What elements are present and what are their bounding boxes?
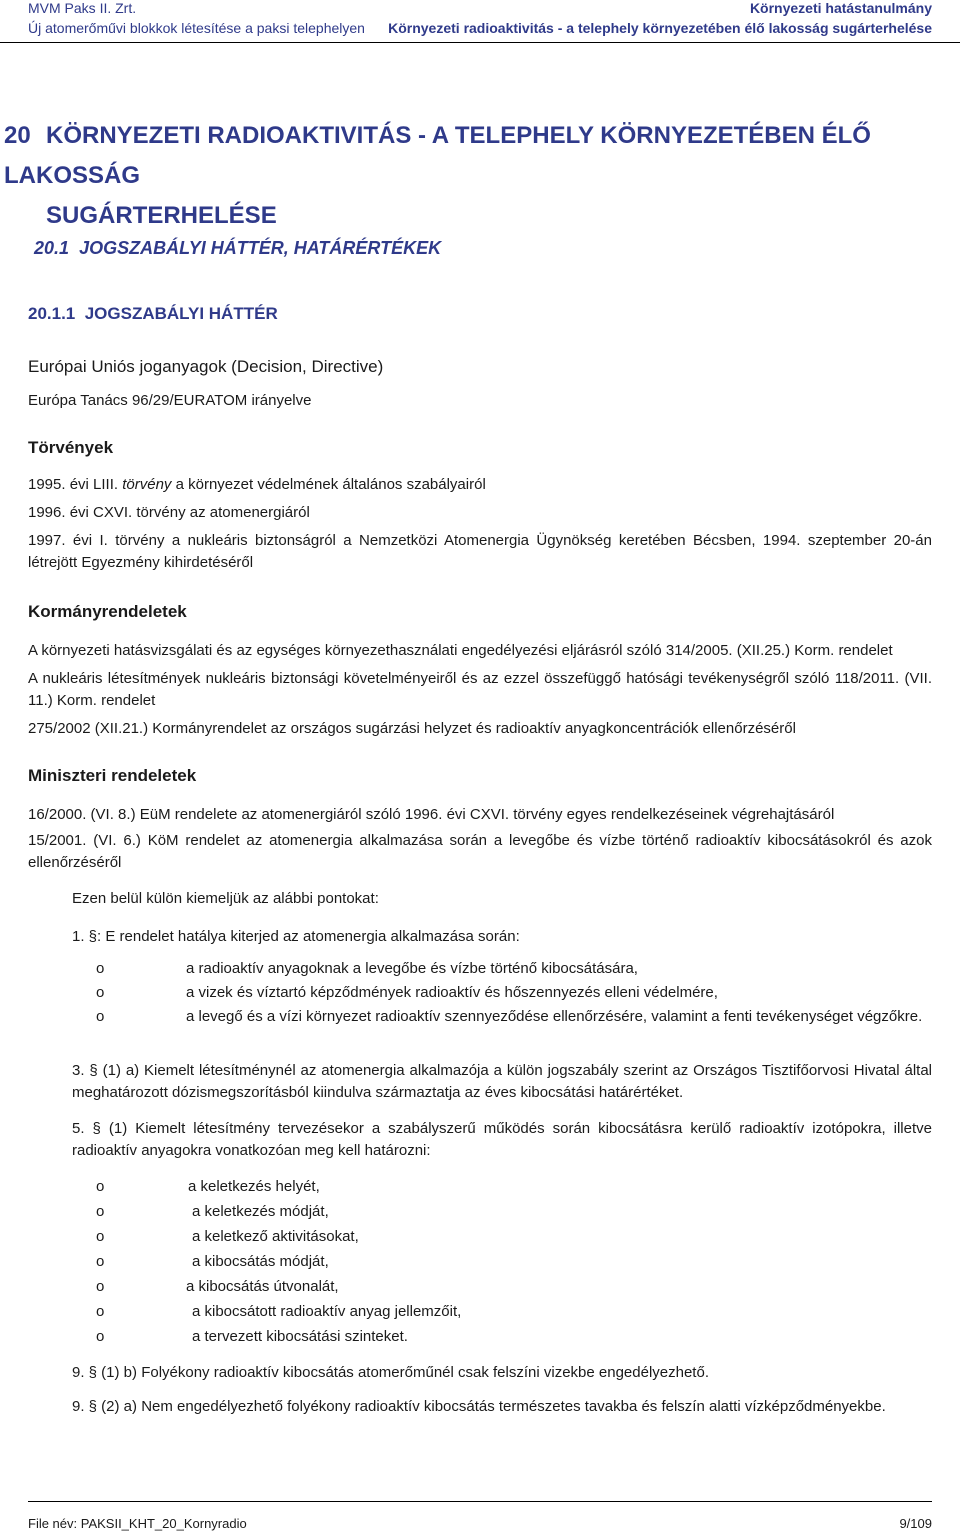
header-doc-type: Környezeti hatástanulmány	[749, 0, 932, 16]
header-project: Új atomerőművi blokkok létesítése a paksi telephelyen	[28, 20, 365, 36]
paragraph-1: 1. §: E rendelet hatálya kiterjed az atomenergia alkalmazása során:	[72, 928, 520, 945]
gov-decrees-title: Kormányrendeletek	[28, 602, 187, 621]
law-1995-title: a környezet védelmének általános szabályairól	[171, 476, 486, 493]
subsection-title: JOGSZABÁLYI HÁTTÉR	[84, 304, 278, 323]
page-header	[0, 0, 960, 43]
gov-decree-3: 275/2002 (XII.21.) Kormányrendelet az országos sugárzási helyzet és radioaktív anyagkoncentrációk ellenőrzéséről	[28, 720, 796, 737]
section-heading	[34, 238, 441, 259]
list-item: a levegő és a vízi környezet radioaktív szennyeződése ellenőrzésére, valamint a fenti tevékenységet végzőkre.	[186, 1008, 923, 1025]
subsection-number: 20.1.1	[28, 304, 76, 323]
paragraph-9-1b: 9. § (1) b) Folyékony radioaktív kibocsátás atomerőműnél csak felszíni vizekbe engedélyezhető.	[72, 1364, 709, 1381]
footer-filename: File név: PAKSII_KHT_20_Kornyradio	[28, 1516, 247, 1531]
list-item: a kibocsátott radioaktív anyag jellemzőit,	[192, 1303, 462, 1320]
list-bullet: o	[96, 960, 105, 977]
law-1995-word: törvény	[122, 476, 172, 493]
section-title: JOGSZABÁLYI HÁTTÉR, HATÁRÉRTÉKEK	[79, 238, 442, 258]
header-chapter: Környezeti radioaktivitás - a telephely környezetében élő lakosság sugárterhelése	[388, 20, 932, 36]
min-decree-2: 15/2001. (VI. 6.) KöM rendelet az atomenergia alkalmazása során a levegőbe és vízbe történő radioaktív kibocsátásokról és azok ellenőrzéséről	[28, 832, 932, 871]
list-bullet: o	[96, 1178, 105, 1195]
chapter-title-line1: KÖRNYEZETI RADIOAKTIVITÁS - A TELEPHELY KÖRNYEZETÉBEN ÉLŐ LAKOSSÁG	[4, 122, 871, 189]
chapter-title-line2: SUGÁRTERHELÉSE	[46, 202, 277, 229]
section-number: 20.1	[34, 238, 70, 258]
laws-title: Törvények	[28, 438, 114, 457]
highlight-intro: Ezen belül külön kiemeljük az alábbi pontokat:	[72, 890, 379, 907]
gov-decree-1: A környezeti hatásvizsgálati és az egységes környezethasználati engedélyezési eljárásról szóló 314/2005. (XII.25.) Korm. rendelet	[28, 642, 893, 659]
list-bullet: o	[96, 984, 105, 1001]
list-bullet: o	[96, 1278, 105, 1295]
list-bullet: o	[96, 1328, 105, 1345]
eu-law-item: Európa Tanács 96/29/EURATOM irányelve	[28, 392, 312, 409]
list-bullet: o	[96, 1228, 105, 1245]
page-footer	[28, 1501, 932, 1536]
list-item: a tervezett kibocsátási szinteket.	[192, 1328, 408, 1345]
list-bullet: o	[96, 1008, 105, 1025]
law-1995	[28, 474, 486, 496]
list-item: a radioaktív anyagoknak a levegőbe és vízbe történő kibocsátására,	[186, 960, 638, 977]
law-1997: 1997. évi I. törvény a nukleáris biztonságról a Nemzetközi Atomenergia Ügynökség keretében Bécsben, 1994. szeptember 20-án létrejött Egyezmény kihirdetéséről	[28, 532, 932, 571]
list-bullet: o	[96, 1253, 105, 1270]
list-item: a kibocsátás útvonalát,	[186, 1278, 339, 1295]
paragraph-9-2a: 9. § (2) a) Nem engedélyezhető folyékony radioaktív kibocsátás természetes tavakba és felszín alatti vízképződményekbe.	[72, 1398, 886, 1415]
paragraph-5: 5. § (1) Kiemelt létesítmény tervezésekor a szabályszerű működés során kibocsátásra kerülő radioaktív izotópokra, illetve radioaktív anyagokra vonatkozóan meg kell határozni:	[72, 1120, 932, 1159]
list-item: a vizek és víztartó képződmények radioaktív és hőszennyezés elleni védelmére,	[186, 984, 718, 1001]
law-1996: 1996. évi CXVI. törvény az atomenergiáról	[28, 504, 310, 521]
list-item: a kibocsátás módját,	[192, 1253, 329, 1270]
list-item: a keletkező aktivitásokat,	[192, 1228, 359, 1245]
min-decree-1: 16/2000. (VI. 8.) EüM rendelete az atomenergiáról szóló 1996. évi CXVI. törvény egyes rendelkezéseinek végrehajtásáról	[28, 806, 835, 823]
eu-law-title: Európai Uniós joganyagok (Decision, Directive)	[28, 357, 384, 376]
header-company: MVM Paks II. Zrt.	[28, 0, 137, 16]
list-bullet: o	[96, 1203, 105, 1220]
law-1995-ref: 1995. évi LIII.	[28, 476, 123, 493]
paragraph-3: 3. § (1) a) Kiemelt létesítménynél az atomenergia alkalmazója a külön jogszabály szerint az Országos Tisztifőorvosi Hivatal által meghatározott dózismegszorításból kiindulva származtatja az éves kibocsátási határértéket.	[72, 1062, 932, 1101]
list-item: a keletkezés módját,	[192, 1203, 329, 1220]
chapter-heading	[4, 116, 944, 236]
list-bullet: o	[96, 1303, 105, 1320]
min-decrees-title: Miniszteri rendeletek	[28, 766, 197, 785]
subsection-heading	[28, 304, 278, 324]
footer-page-number: 9/109	[899, 1516, 932, 1531]
chapter-number: 20	[4, 122, 31, 149]
list-item: a keletkezés helyét,	[188, 1178, 320, 1195]
gov-decree-2: A nukleáris létesítmények nukleáris biztonsági követelményeiről és az ezzel összefüggő hatósági tevékenységről szóló 118/2011. (VII. 11.) Korm. rendelet	[28, 670, 932, 709]
